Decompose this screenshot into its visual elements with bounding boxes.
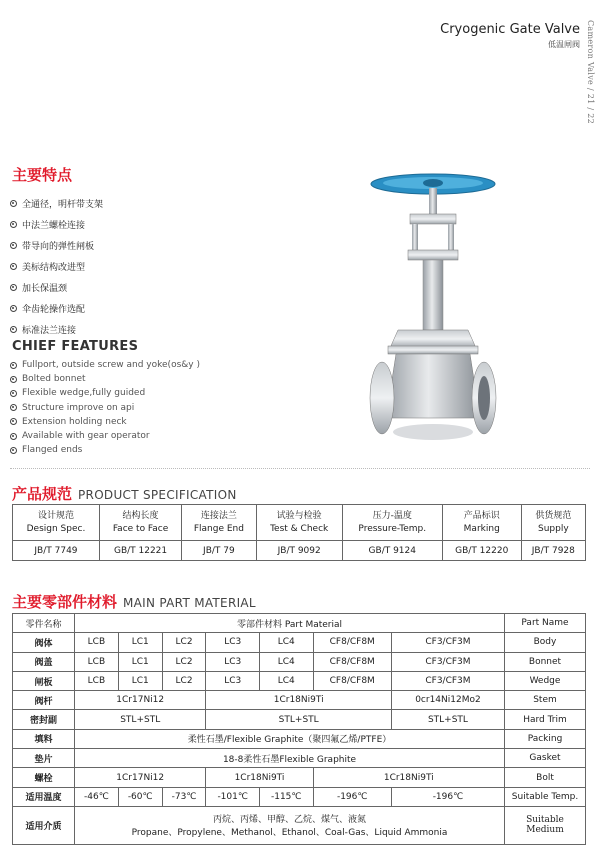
- table-row: 零件名称 零部件材料 Part Material Part Name: [13, 614, 586, 633]
- list-item: 标准法兰连接: [10, 319, 103, 340]
- features-en-list: [10, 358, 200, 457]
- bullet-icon: [10, 447, 17, 454]
- features-en-title: CHIEF FEATURES: [12, 339, 139, 354]
- bullet-icon: [10, 305, 17, 312]
- list-item: Structure improve on api: [10, 401, 200, 415]
- list-item: Available with gear operator: [10, 429, 200, 443]
- spec-title-cn: 产品规范: [12, 485, 73, 503]
- spec-table: [12, 504, 586, 561]
- material-title-cn: 主要零部件材料: [12, 593, 118, 611]
- page-title: Cryogenic Gate Valve: [440, 22, 580, 37]
- flange-icon: [370, 362, 394, 434]
- list-item: 美标结构改进型: [10, 256, 103, 277]
- list-item: 全通径，明杆带支架: [10, 193, 103, 214]
- table-row: 闸板 LCB LC1 LC2 LC3 LC4 CF8/CF8M CF3/CF3M Wedge: [13, 671, 586, 690]
- bullet-icon: [10, 433, 17, 440]
- list-item: Extension holding neck: [10, 415, 200, 429]
- bullet-icon: [10, 418, 17, 425]
- material-table: [12, 613, 586, 845]
- bullet-icon: [10, 376, 17, 383]
- spec-title-en: PRODUCT SPECIFICATION: [78, 488, 237, 502]
- bullet-icon: [10, 200, 17, 207]
- bullet-icon: [10, 404, 17, 411]
- material-title: [12, 591, 256, 612]
- list-item: 带导向的弹性闸板: [10, 235, 103, 256]
- bullet-icon: [10, 362, 17, 369]
- divider: [10, 468, 590, 469]
- table-row: 垫片 18-8柔性石墨Flexible Graphite Gasket: [13, 749, 586, 768]
- valve-body-icon: [386, 354, 480, 418]
- bullet-icon: [10, 326, 17, 333]
- list-item: 中法兰螺栓连接: [10, 214, 103, 235]
- table-row: 阀盖 LCB LC1 LC2 LC3 LC4 CF8/CF8M CF3/CF3M Bonnet: [13, 652, 586, 671]
- table-row: 设计规范 Design Spec. 结构长度 Face to Face 连接法兰 Flange End 试验与检验 Test & Check 压力-温度 Pressure-Temp. 产品标识 Marking 供货规范 Supply: [13, 505, 586, 541]
- features-cn-list: [10, 193, 103, 340]
- table-row: 填料 柔性石墨/Flexible Graphite（聚四氟乙烯/PTFE） Packing: [13, 729, 586, 748]
- page-number: 21: [586, 93, 595, 105]
- spec-title: [12, 483, 237, 504]
- side-label: Cameron Valve / 21 / 22: [586, 20, 595, 125]
- table-row: 适用介质 丙烷、丙烯、甲醇、乙烷、煤气、液氮 Propane、Propylene、Methanol、Ethanol、Coal-Gas、Liquid Ammonia Suitable Medium: [13, 806, 586, 844]
- list-item: 加长保温颈: [10, 277, 103, 298]
- table-row: 适用温度 -46℃ -60℃ -73℃ -101℃ -115℃ -196℃ -196℃ Suitable Temp.: [13, 787, 586, 806]
- medium-en: Propane、Propylene、Methanol、Ethanol、Coal-Gas、Liquid Ammonia: [131, 828, 448, 839]
- bullet-icon: [10, 284, 17, 291]
- table-row: 阀体 LCB LC1 LC2 LC3 LC4 CF8/CF8M CF3/CF3M Body: [13, 633, 586, 652]
- page-subtitle: 低温闸阀: [548, 40, 580, 49]
- bullet-icon: [10, 242, 17, 249]
- table-row: 螺栓 1Cr17Ni12 1Cr18Ni9Ti 1Cr18Ni9Ti Bolt: [13, 768, 586, 787]
- list-item: Flanged ends: [10, 443, 200, 457]
- gate-valve-illustration: [368, 170, 498, 460]
- list-item: Fullport, outside screw and yoke(os&y ): [10, 358, 200, 372]
- table-row: 阀杆 1Cr17Ni12 1Cr18Ni9Ti 0cr14Ni12Mo2 Stem: [13, 691, 586, 710]
- features-cn-title: 主要特点: [12, 166, 73, 184]
- list-item: Flexible wedge,fully guided: [10, 386, 200, 400]
- list-item: 伞齿轮操作选配: [10, 298, 103, 319]
- bullet-icon: [10, 390, 17, 397]
- material-title-en: MAIN PART MATERIAL: [123, 596, 256, 610]
- list-item: Bolted bonnet: [10, 372, 200, 386]
- table-row: 密封副 STL+STL STL+STL STL+STL Hard Trim: [13, 710, 586, 729]
- extension-neck-icon: [423, 260, 443, 330]
- medium-cn: 丙烷、丙烯、甲醇、乙烷、煤气、液氮: [212, 815, 366, 826]
- bullet-icon: [10, 221, 17, 228]
- stem-icon: [429, 188, 437, 218]
- bullet-icon: [10, 263, 17, 270]
- page-total: 22: [586, 113, 595, 125]
- table-row: JB/T 7749 GB/T 12221 JB/T 79 JB/T 9092 GB/T 9124 GB/T 12220 JB/T 7928: [13, 541, 586, 561]
- side-brand: Cameron Valve: [586, 20, 595, 86]
